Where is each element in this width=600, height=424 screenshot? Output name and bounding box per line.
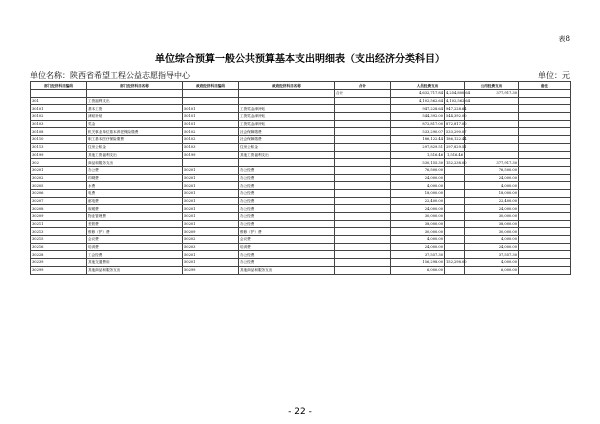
cell-gov-code: 50201 bbox=[183, 197, 239, 205]
cell-remarks bbox=[519, 136, 571, 144]
cell-dept-code bbox=[31, 90, 87, 98]
cell-personnel bbox=[445, 228, 465, 236]
cell-public: 377,917.30 bbox=[465, 159, 519, 167]
cell-total: 24,000.00 bbox=[391, 243, 445, 251]
cell-gov-code bbox=[183, 159, 239, 167]
cell-public: 4,000.00 bbox=[465, 259, 519, 267]
cell-dept-code: 30209 bbox=[31, 213, 87, 221]
cell-total: 22,400.00 bbox=[391, 197, 445, 205]
cell-gov-code: 50102 bbox=[183, 128, 239, 136]
cell-dept-code: 302 bbox=[31, 159, 87, 167]
cell-total-label bbox=[335, 120, 391, 128]
table-row bbox=[31, 166, 571, 174]
cell-total-label bbox=[335, 159, 391, 167]
cell-remarks bbox=[519, 213, 571, 221]
cell-personnel: 4,102,562.64 bbox=[446, 99, 471, 104]
cell-gov-name: 办公经费 bbox=[239, 166, 335, 174]
cell-dept-name: 住房公积金 bbox=[87, 143, 183, 151]
cell-gov-name: 住房公积金 bbox=[239, 143, 335, 151]
table-row bbox=[31, 251, 571, 259]
cell-gov-name: 工资奖金津补贴 bbox=[239, 113, 335, 121]
cell-total: 76,500.00 bbox=[391, 166, 445, 174]
cell-remarks bbox=[519, 189, 571, 197]
cell-personnel: 186,122.44 bbox=[446, 137, 467, 142]
cell-total-label bbox=[335, 251, 391, 259]
cell-personnel bbox=[445, 236, 465, 244]
cell-gov-code: 50201 bbox=[183, 182, 239, 190]
table-row bbox=[31, 243, 571, 251]
page-number: - 22 - bbox=[288, 407, 312, 417]
cell-dept-name: 其他交通费用 bbox=[87, 259, 183, 267]
cell-gov-code: 50201 bbox=[183, 213, 239, 221]
cell-gov-code: 50101 bbox=[183, 105, 239, 113]
cell-gov-name: 培训费 bbox=[239, 243, 335, 251]
cell-dept-code: 30108 bbox=[31, 128, 87, 136]
cell-personnel: 947,228.64 bbox=[446, 106, 467, 111]
cell-gov-name: 会议费 bbox=[239, 236, 335, 244]
cell-gov-name: 办公经费 bbox=[239, 259, 335, 267]
cell-personnel: 297,829.51 bbox=[446, 145, 467, 150]
cell-total: 1,516.46 bbox=[391, 151, 445, 159]
cell-dept-code: 30206 bbox=[31, 189, 87, 197]
cell-personnel: 152,298.00 bbox=[446, 260, 467, 265]
cell-remarks bbox=[519, 220, 571, 228]
cell-dept-code: 30202 bbox=[31, 174, 87, 182]
cell-dept-name: 会议费 bbox=[87, 236, 183, 244]
cell-personnel: 152,238.00 bbox=[446, 160, 467, 165]
cell-gov-code: 50299 bbox=[183, 266, 239, 274]
cell-gov-name: 办公经费 bbox=[239, 182, 335, 190]
cell-gov-name: 办公经费 bbox=[239, 189, 335, 197]
cell-total-label bbox=[335, 97, 391, 105]
cell-dept-code: 30239 bbox=[31, 259, 87, 267]
cell-gov-code: 50103 bbox=[183, 143, 239, 151]
page-tag: 表8 bbox=[558, 35, 570, 43]
header-dept-code: 部门经济科目编码 bbox=[31, 82, 87, 90]
table-row bbox=[31, 189, 571, 197]
cell-total-label bbox=[335, 205, 391, 213]
cell-gov-code: 50102 bbox=[183, 136, 239, 144]
cell-dept-name: 差旅费 bbox=[87, 220, 183, 228]
table-row bbox=[31, 159, 571, 167]
cell-remarks bbox=[519, 128, 571, 136]
cell-gov-code: 50201 bbox=[183, 251, 239, 259]
cell-personnel bbox=[445, 174, 465, 182]
cell-total-label bbox=[335, 189, 391, 197]
cell-public: 22,400.00 bbox=[465, 197, 519, 205]
header-gov-name: 政府经济科目名称 bbox=[239, 82, 335, 90]
cell-public: 30,000.00 bbox=[465, 213, 519, 221]
cell-total-label bbox=[335, 151, 391, 159]
table-row bbox=[31, 120, 571, 128]
cell-total: 186,122.44 bbox=[391, 136, 445, 144]
table-row bbox=[31, 220, 571, 228]
cell-public: 377,917.30 bbox=[465, 90, 519, 98]
cell-total-label bbox=[335, 228, 391, 236]
cell-gov-name: 其他商品和服务支出 bbox=[239, 266, 335, 274]
cell-gov-name: 办公经费 bbox=[239, 205, 335, 213]
cell-personnel: 1,516.46 bbox=[445, 151, 465, 159]
cell-public bbox=[465, 151, 519, 159]
cell-gov-code: 50101 bbox=[183, 113, 239, 121]
cell-dept-name: 维修（护）费 bbox=[87, 228, 183, 236]
cell-remarks bbox=[519, 143, 571, 151]
cell-gov-name: 办公经费 bbox=[239, 213, 335, 221]
header-public: 公用经费支出 bbox=[465, 82, 519, 90]
cell-personnel bbox=[445, 213, 465, 221]
header-gov-code: 政府经济科目编码 bbox=[183, 82, 239, 90]
cell-dept-name: 其他商品和服务支出 bbox=[87, 266, 183, 274]
cell-public bbox=[465, 105, 519, 113]
cell-personnel bbox=[445, 251, 465, 259]
cell-gov-name bbox=[239, 97, 335, 105]
cell-gov-code: 50203 bbox=[183, 243, 239, 251]
cell-gov-name: 社会保障缴费 bbox=[239, 128, 335, 136]
table-row bbox=[31, 228, 571, 236]
cell-personnel bbox=[445, 197, 465, 205]
cell-gov-name: 办公经费 bbox=[239, 220, 335, 228]
cell-gov-name: 办公经费 bbox=[239, 197, 335, 205]
cell-total: 4,000.00 bbox=[391, 236, 445, 244]
cell-public: 6,000.00 bbox=[465, 266, 519, 274]
table-row bbox=[31, 236, 571, 244]
cell-public bbox=[465, 143, 519, 151]
cell-dept-code: 30211 bbox=[31, 220, 87, 228]
cell-dept-code: 30101 bbox=[31, 105, 87, 113]
cell-total: 4,632,717.84 bbox=[391, 90, 445, 98]
cell-remarks bbox=[519, 90, 571, 98]
cell-total: 544,392.00 bbox=[391, 113, 445, 121]
cell-remarks bbox=[519, 166, 571, 174]
cell-public: 24,000.00 bbox=[465, 174, 519, 182]
cell-gov-code: 50201 bbox=[183, 174, 239, 182]
cell-personnel: 872,817.00 bbox=[446, 122, 467, 127]
cell-public: 38,000.00 bbox=[465, 220, 519, 228]
cell-dept-name: 水费 bbox=[87, 182, 183, 190]
cell-total-label bbox=[335, 266, 391, 274]
cell-remarks bbox=[519, 113, 571, 121]
cell-remarks bbox=[519, 97, 571, 105]
cell-remarks bbox=[519, 259, 571, 267]
cell-dept-code: 30102 bbox=[31, 113, 87, 121]
table-row bbox=[31, 213, 571, 221]
cell-gov-code: 50201 bbox=[183, 189, 239, 197]
table-row bbox=[31, 128, 571, 136]
cell-gov-code: 50201 bbox=[183, 205, 239, 213]
cell-total-label bbox=[335, 182, 391, 190]
cell-remarks bbox=[519, 151, 571, 159]
cell-dept-name: 机关事业单位基本养老保险缴费 bbox=[87, 128, 183, 136]
cell-personnel bbox=[445, 182, 465, 190]
table-row bbox=[31, 174, 571, 182]
cell-dept-name: 物业管理费 bbox=[87, 213, 183, 221]
cell-total: 4,102,562.64 bbox=[391, 97, 445, 105]
cell-total: 38,000.00 bbox=[391, 220, 445, 228]
cell-dept-code: 30216 bbox=[31, 243, 87, 251]
cell-total: 30,000.00 bbox=[391, 228, 445, 236]
table-row bbox=[31, 113, 571, 121]
cell-remarks bbox=[519, 182, 571, 190]
cell-remarks bbox=[519, 205, 571, 213]
cell-total: 6,000.00 bbox=[391, 266, 445, 274]
cell-dept-name: 办公费 bbox=[87, 166, 183, 174]
cell-dept-code: 30213 bbox=[31, 228, 87, 236]
cell-total-label: 合计 bbox=[335, 90, 391, 98]
cell-total: 24,000.00 bbox=[391, 174, 445, 182]
cell-gov-name: 其他工资福利支出 bbox=[239, 151, 335, 159]
cell-personnel bbox=[445, 205, 465, 213]
table-row bbox=[31, 136, 571, 144]
cell-personnel bbox=[445, 166, 465, 174]
cell-public: 4,000.00 bbox=[465, 182, 519, 190]
cell-personnel: 544,392.00 bbox=[446, 114, 467, 119]
cell-dept-name: 津贴补贴 bbox=[87, 113, 183, 121]
cell-dept-name bbox=[87, 90, 183, 98]
unit-name: 单位名称：陕西省希望工程公益志愿指导中心 bbox=[30, 71, 190, 80]
cell-remarks bbox=[519, 105, 571, 113]
cell-dept-name: 工会经费 bbox=[87, 251, 183, 259]
cell-total: 872,817.00 bbox=[391, 120, 445, 128]
cell-dept-name: 取暖费 bbox=[87, 205, 183, 213]
cell-dept-name: 奖金 bbox=[87, 120, 183, 128]
unit-row bbox=[30, 70, 570, 80]
cell-remarks bbox=[519, 266, 571, 274]
cell-remarks bbox=[519, 236, 571, 244]
table-row bbox=[31, 182, 571, 190]
cell-gov-name: 工资奖金津补贴 bbox=[239, 120, 335, 128]
cell-dept-code: 30113 bbox=[31, 143, 87, 151]
cell-total: 297,829.51 bbox=[391, 143, 445, 151]
cell-public: 4,000.00 bbox=[465, 236, 519, 244]
cell-dept-name: 工资福利支出 bbox=[87, 97, 183, 105]
cell-total: 947,228.64 bbox=[391, 105, 445, 113]
cell-dept-name: 职工基本医疗保险缴费 bbox=[87, 136, 183, 144]
cell-dept-code: 30207 bbox=[31, 197, 87, 205]
cell-dept-code: 30103 bbox=[31, 120, 87, 128]
cell-gov-code: 50101 bbox=[183, 120, 239, 128]
cell-total-label bbox=[335, 259, 391, 267]
cell-dept-name: 培训费 bbox=[87, 243, 183, 251]
cell-total-label bbox=[335, 243, 391, 251]
cell-gov-name: 维修（护）费 bbox=[239, 228, 335, 236]
cell-personnel: 533,290.07 bbox=[446, 129, 467, 134]
table-row bbox=[31, 105, 571, 113]
cell-total: 30,000.00 bbox=[391, 213, 445, 221]
cell-remarks bbox=[519, 251, 571, 259]
cell-personnel: 4,254,800.64 bbox=[446, 91, 471, 96]
cell-gov-code: 50202 bbox=[183, 236, 239, 244]
cell-public: 24,000.00 bbox=[465, 243, 519, 251]
cell-personnel bbox=[445, 189, 465, 197]
table-row bbox=[31, 205, 571, 213]
cell-dept-name: 基本工资 bbox=[87, 105, 183, 113]
cell-remarks bbox=[519, 159, 571, 167]
table-row bbox=[31, 197, 571, 205]
cell-total-label bbox=[335, 220, 391, 228]
cell-public: 18,000.00 bbox=[465, 189, 519, 197]
table-header-row bbox=[31, 82, 571, 90]
cell-gov-code bbox=[183, 97, 239, 105]
cell-total: 4,000.00 bbox=[391, 182, 445, 190]
cell-dept-code: 30205 bbox=[31, 182, 87, 190]
cell-public bbox=[465, 97, 519, 105]
cell-dept-code: 30228 bbox=[31, 251, 87, 259]
cell-dept-name: 其他工资福利支出 bbox=[87, 151, 183, 159]
cell-gov-code: 50199 bbox=[183, 151, 239, 159]
cell-public bbox=[465, 136, 519, 144]
cell-personnel bbox=[445, 220, 465, 228]
cell-gov-name: 办公经费 bbox=[239, 251, 335, 259]
cell-total-label bbox=[335, 236, 391, 244]
cell-dept-code: 30110 bbox=[31, 136, 87, 144]
table-row bbox=[31, 90, 571, 98]
cell-dept-code: 30199 bbox=[31, 151, 87, 159]
header-total: 合计 bbox=[335, 82, 391, 90]
cell-dept-code: 301 bbox=[31, 97, 87, 105]
cell-total: 37,557.30 bbox=[391, 251, 445, 259]
budget-table bbox=[30, 81, 571, 275]
cell-gov-code: 50201 bbox=[183, 166, 239, 174]
cell-public bbox=[465, 128, 519, 136]
cell-gov-code: 50209 bbox=[183, 228, 239, 236]
cell-total: 533,290.07 bbox=[391, 128, 445, 136]
cell-public: 76,500.00 bbox=[465, 166, 519, 174]
cell-total: 18,000.00 bbox=[391, 189, 445, 197]
cell-gov-code: 50201 bbox=[183, 259, 239, 267]
cell-total-label bbox=[335, 128, 391, 136]
cell-dept-code: 30201 bbox=[31, 166, 87, 174]
cell-total-label bbox=[335, 113, 391, 121]
cell-remarks bbox=[519, 174, 571, 182]
cell-total: 156,298.00 bbox=[391, 259, 445, 267]
table-row bbox=[31, 151, 571, 159]
table-row bbox=[31, 259, 571, 267]
table-row bbox=[31, 143, 571, 151]
cell-remarks bbox=[519, 120, 571, 128]
cell-personnel bbox=[445, 243, 465, 251]
cell-public: 37,557.30 bbox=[465, 251, 519, 259]
cell-dept-name: 印刷费 bbox=[87, 174, 183, 182]
header-personnel: 人员经费支出 bbox=[391, 82, 465, 90]
cell-dept-name: 电费 bbox=[87, 189, 183, 197]
cell-gov-name bbox=[239, 90, 335, 98]
cell-total: 530,155.30 bbox=[391, 159, 445, 167]
cell-total-label bbox=[335, 174, 391, 182]
header-dept-name: 部门经济科目名称 bbox=[87, 82, 183, 90]
cell-total: 24,000.00 bbox=[391, 205, 445, 213]
cell-dept-code: 30208 bbox=[31, 205, 87, 213]
table-row bbox=[31, 266, 571, 274]
cell-total-label bbox=[335, 143, 391, 151]
cell-total-label bbox=[335, 166, 391, 174]
cell-gov-name: 办公经费 bbox=[239, 174, 335, 182]
cell-total-label bbox=[335, 213, 391, 221]
cell-dept-code: 30215 bbox=[31, 236, 87, 244]
cell-remarks bbox=[519, 197, 571, 205]
header-remarks: 备注 bbox=[519, 82, 571, 90]
cell-dept-code: 30299 bbox=[31, 266, 87, 274]
cell-gov-name bbox=[239, 159, 335, 167]
cell-personnel bbox=[445, 266, 465, 274]
cell-public bbox=[465, 113, 519, 121]
cell-dept-name: 商品和服务支出 bbox=[87, 159, 183, 167]
cell-total-label bbox=[335, 136, 391, 144]
table-row bbox=[31, 97, 571, 105]
cell-remarks bbox=[519, 243, 571, 251]
cell-public bbox=[465, 120, 519, 128]
unit-measure: 单位：元 bbox=[538, 71, 570, 80]
cell-gov-code bbox=[183, 90, 239, 98]
cell-gov-name: 社会保障缴费 bbox=[239, 136, 335, 144]
cell-gov-name: 工资奖金津补贴 bbox=[239, 105, 335, 113]
page-title: 单位综合预算一般公共预算基本支出明细表（支出经济分类科目） bbox=[155, 54, 445, 65]
cell-total-label bbox=[335, 105, 391, 113]
cell-dept-name: 邮电费 bbox=[87, 197, 183, 205]
cell-remarks bbox=[519, 228, 571, 236]
cell-public: 24,000.00 bbox=[465, 205, 519, 213]
cell-total-label bbox=[335, 197, 391, 205]
cell-public: 30,000.00 bbox=[465, 228, 519, 236]
cell-gov-code: 50201 bbox=[183, 220, 239, 228]
